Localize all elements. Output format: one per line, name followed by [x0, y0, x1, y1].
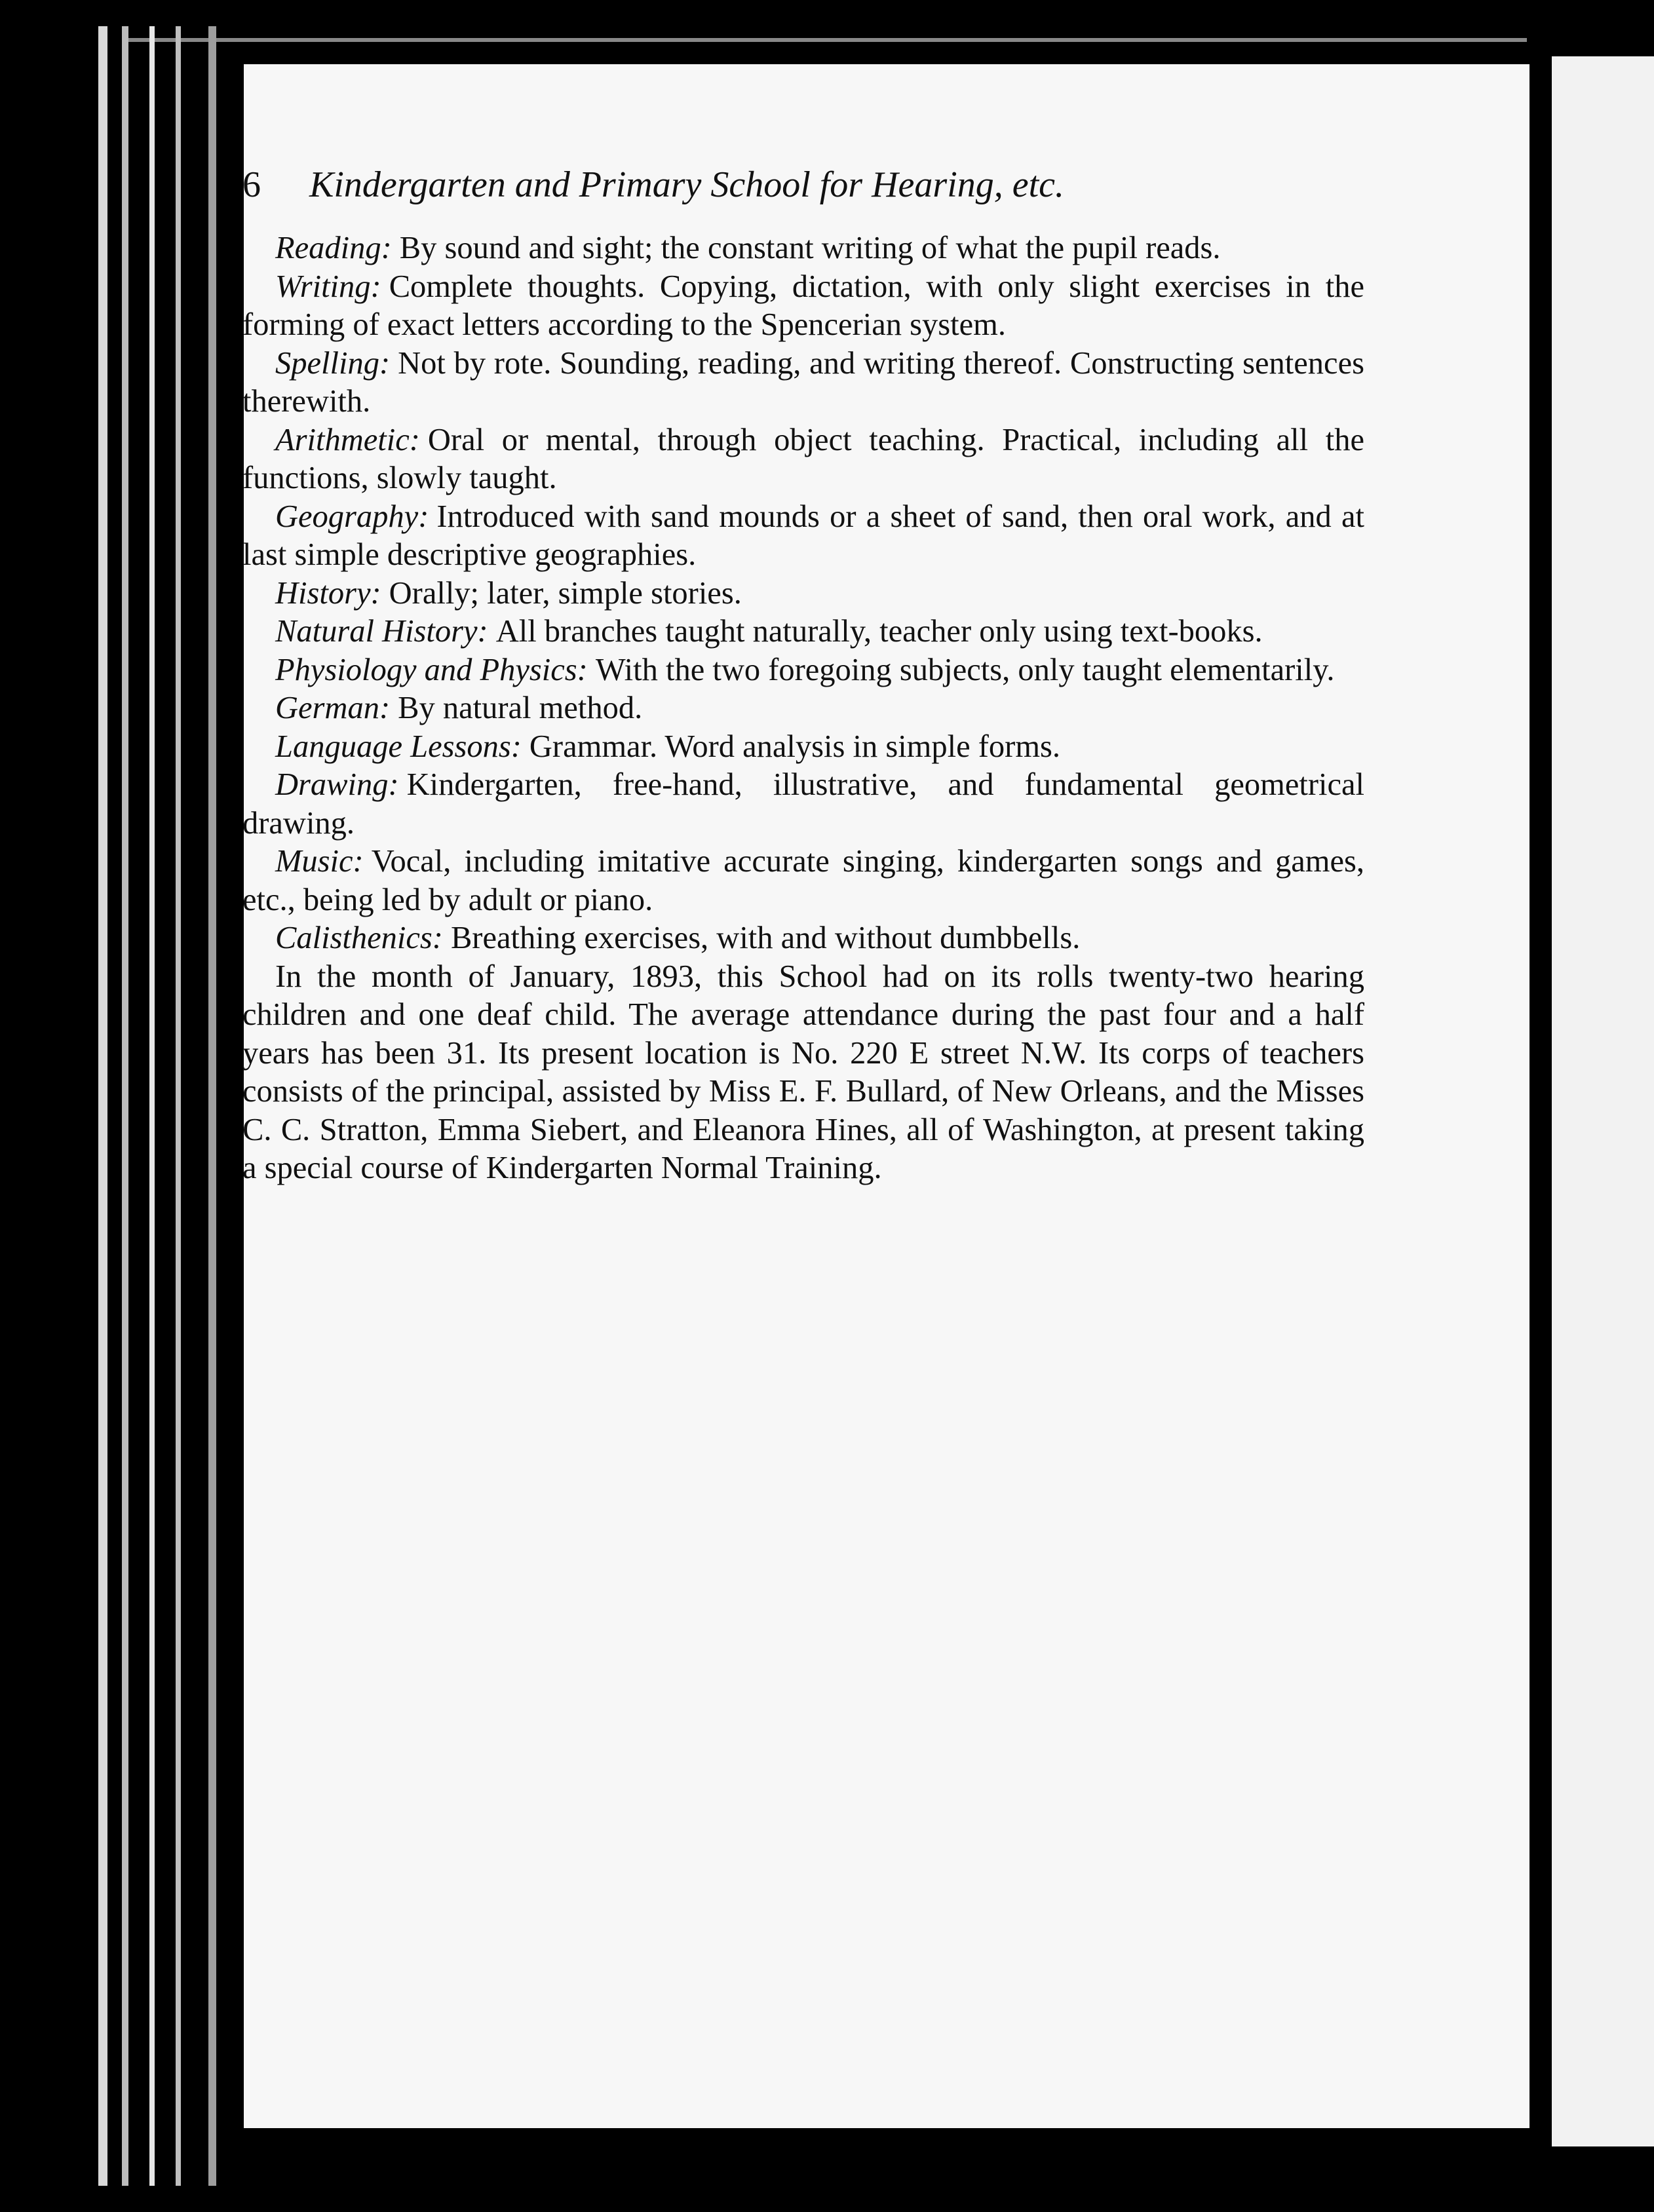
subject-text: Breathing exercises, with and without dumbbells.: [450, 921, 1081, 955]
subject-paragraph: [242, 689, 1364, 728]
subject-paragraph: [242, 651, 1364, 690]
subject-paragraph: [242, 421, 1364, 498]
subject-text: Vocal, including imitative accurate singing, kindergarten songs and games, etc., being led by adult or piano.: [242, 844, 1364, 917]
subject-label: Spelling:: [275, 345, 391, 381]
book-edge-stripe: [176, 26, 181, 2186]
running-title: Kindergarten and Primary School for Hearing, etc.: [309, 164, 1065, 205]
subject-paragraph: [242, 728, 1364, 767]
book-edge-stripe: [149, 26, 155, 2186]
subject-label: Physiology and Physics:: [275, 652, 588, 687]
book-edge-stripe: [98, 26, 107, 2186]
body-text: [242, 229, 1364, 1188]
subject-paragraph: [242, 268, 1364, 345]
subject-text: By sound and sight; the constant writing of what the pupil reads.: [399, 231, 1221, 265]
page-header: [242, 164, 1225, 206]
subject-paragraph: [242, 613, 1364, 651]
subject-label: Arithmetic:: [275, 422, 420, 457]
subject-paragraph: [242, 575, 1364, 613]
subject-text: Orally; later, simple stories.: [389, 575, 742, 611]
subject-label: Writing:: [275, 269, 381, 304]
subject-paragraph: [242, 498, 1364, 575]
subject-label: German:: [275, 691, 391, 725]
subject-text: With the two foregoing subjects, only taught elementarily.: [595, 652, 1335, 687]
subject-label: History:: [275, 575, 381, 611]
subject-text: Kindergarten, free-hand, illustrative, and fundamental geometrical drawing.: [242, 767, 1364, 841]
subject-text: Not by rote. Sounding, reading, and writing thereof. Constructing sentences therewith.: [242, 345, 1364, 419]
subject-text: Introduced with sand mounds or a sheet of sand, then oral work, and at last simple descriptive geographies.: [242, 499, 1364, 572]
subject-label: Geography:: [275, 499, 429, 534]
book-edge-stripe: [122, 26, 128, 2186]
book-edge-stripe: [208, 26, 216, 2186]
facing-page-edge: [1552, 56, 1654, 2146]
subject-paragraph: [242, 345, 1364, 421]
subject-text: All branches taught naturally, teacher only using text-books.: [495, 614, 1263, 649]
closing-paragraph: In the month of January, 1893, this School had on its rolls twenty-two hearing children and one deaf child. The average attendance during the past four and a half years has been 31. Its present location is No. 220 E street N.W. Its corps of teachers consists of the principal, assisted by Miss E. F. Bullard, of New Orleans, and the Misses C. C. Stratton, Emma Siebert, and Eleanora Hines, all of Washington, at present taking a special course of Kindergarten Normal Training.: [242, 959, 1364, 1185]
subject-text: Oral or mental, through object teaching. Practical, including all the functions, slowly taught.: [242, 422, 1364, 495]
subject-text: Grammar. Word analysis in simple forms.: [529, 729, 1061, 764]
subject-label: Reading:: [275, 231, 392, 265]
subject-paragraph: [242, 766, 1364, 843]
subject-label: Drawing:: [275, 767, 399, 802]
subject-text: Complete thoughts. Copying, dictation, with only slight exercises in the forming of exact letters according to the Spencerian system.: [242, 269, 1364, 342]
subject-label: Calisthenics:: [275, 921, 443, 955]
subject-paragraph: [242, 229, 1364, 268]
subject-text: By natural method.: [398, 691, 643, 725]
subject-label: Music:: [275, 844, 364, 879]
subject-label: Natural History:: [275, 614, 488, 649]
subject-paragraph: [242, 919, 1364, 958]
book-top-edge: [125, 38, 1527, 42]
subject-label: Language Lessons:: [275, 729, 522, 764]
page-number: 6: [242, 164, 261, 205]
subject-paragraph: [242, 843, 1364, 919]
